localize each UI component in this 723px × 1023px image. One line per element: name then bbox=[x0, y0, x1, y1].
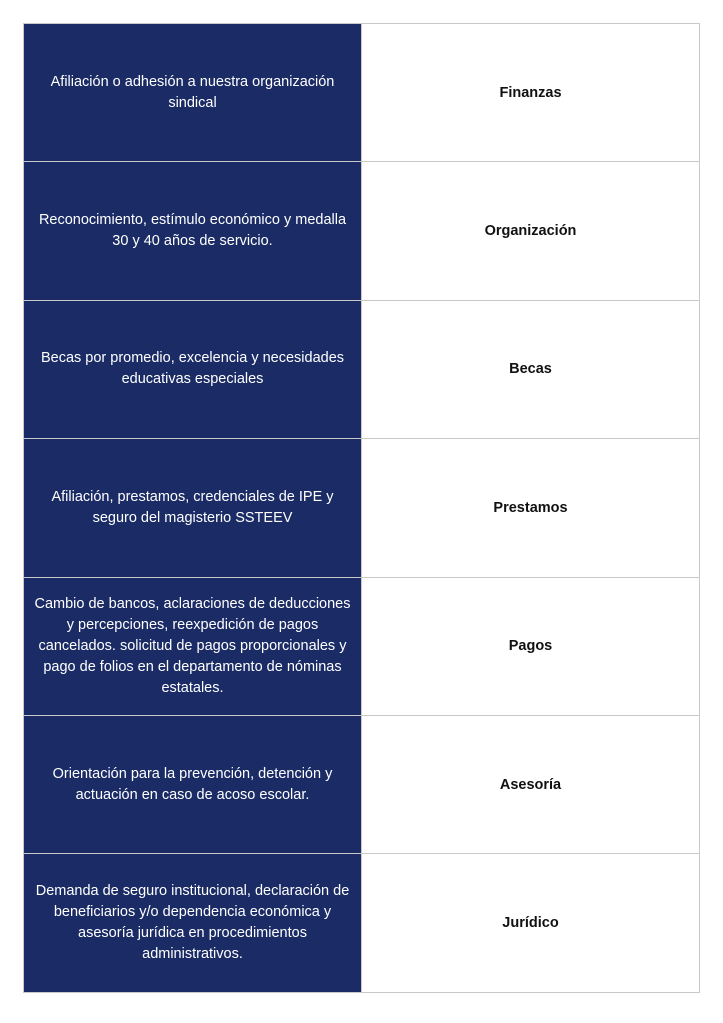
service-category-label: Jurídico bbox=[502, 915, 559, 932]
service-description-text: Afiliación o adhesión a nuestra organización sindical bbox=[50, 73, 335, 111]
service-description bbox=[24, 578, 362, 715]
table-row bbox=[24, 578, 700, 716]
service-category bbox=[362, 301, 700, 438]
service-category-label: Prestamos bbox=[493, 499, 568, 516]
service-category bbox=[362, 24, 700, 161]
table-row bbox=[24, 854, 700, 992]
service-category bbox=[362, 716, 700, 853]
service-description-text: Orientación para la prevención, detención y actuación en caso de acoso escolar. bbox=[52, 765, 333, 803]
service-description-text: Afiliación, prestamos, credenciales de IPE y seguro del magisterio SSTEEV bbox=[51, 488, 334, 526]
service-category-label: Finanzas bbox=[499, 84, 562, 101]
services-table bbox=[23, 23, 700, 993]
service-description-text: Becas por promedio, excelencia y necesidades educativas especiales bbox=[40, 350, 345, 388]
table-row bbox=[24, 162, 700, 300]
service-description bbox=[24, 716, 362, 853]
service-category bbox=[362, 854, 700, 991]
service-category-label: Becas bbox=[509, 361, 552, 378]
service-description-text: Cambio de bancos, aclaraciones de deducciones y percepciones, reexpedición de pagos cancelados. solicitud de pagos proporcionales y pago de folios en el departamento de nóminas estatales. bbox=[34, 595, 351, 696]
service-category bbox=[362, 439, 700, 576]
table-row bbox=[24, 24, 700, 162]
service-category bbox=[362, 162, 700, 299]
service-description-text: Reconocimiento, estímulo económico y medalla 30 y 40 años de servicio. bbox=[38, 212, 347, 250]
service-category-label: Asesoría bbox=[499, 776, 562, 793]
service-description bbox=[24, 24, 362, 161]
table-row bbox=[24, 301, 700, 439]
service-category bbox=[362, 578, 700, 715]
table-row bbox=[24, 716, 700, 854]
service-category-label: Pagos bbox=[508, 638, 553, 655]
service-description bbox=[24, 439, 362, 576]
table-row bbox=[24, 439, 700, 577]
service-description bbox=[24, 854, 362, 991]
service-description bbox=[24, 301, 362, 438]
service-description bbox=[24, 162, 362, 299]
service-category-label: Organización bbox=[484, 223, 577, 240]
service-description-text: Demanda de seguro institucional, declaración de beneficiarios y/o dependencia económica y asesoría jurídica en procedimientos administrativos. bbox=[35, 883, 350, 963]
